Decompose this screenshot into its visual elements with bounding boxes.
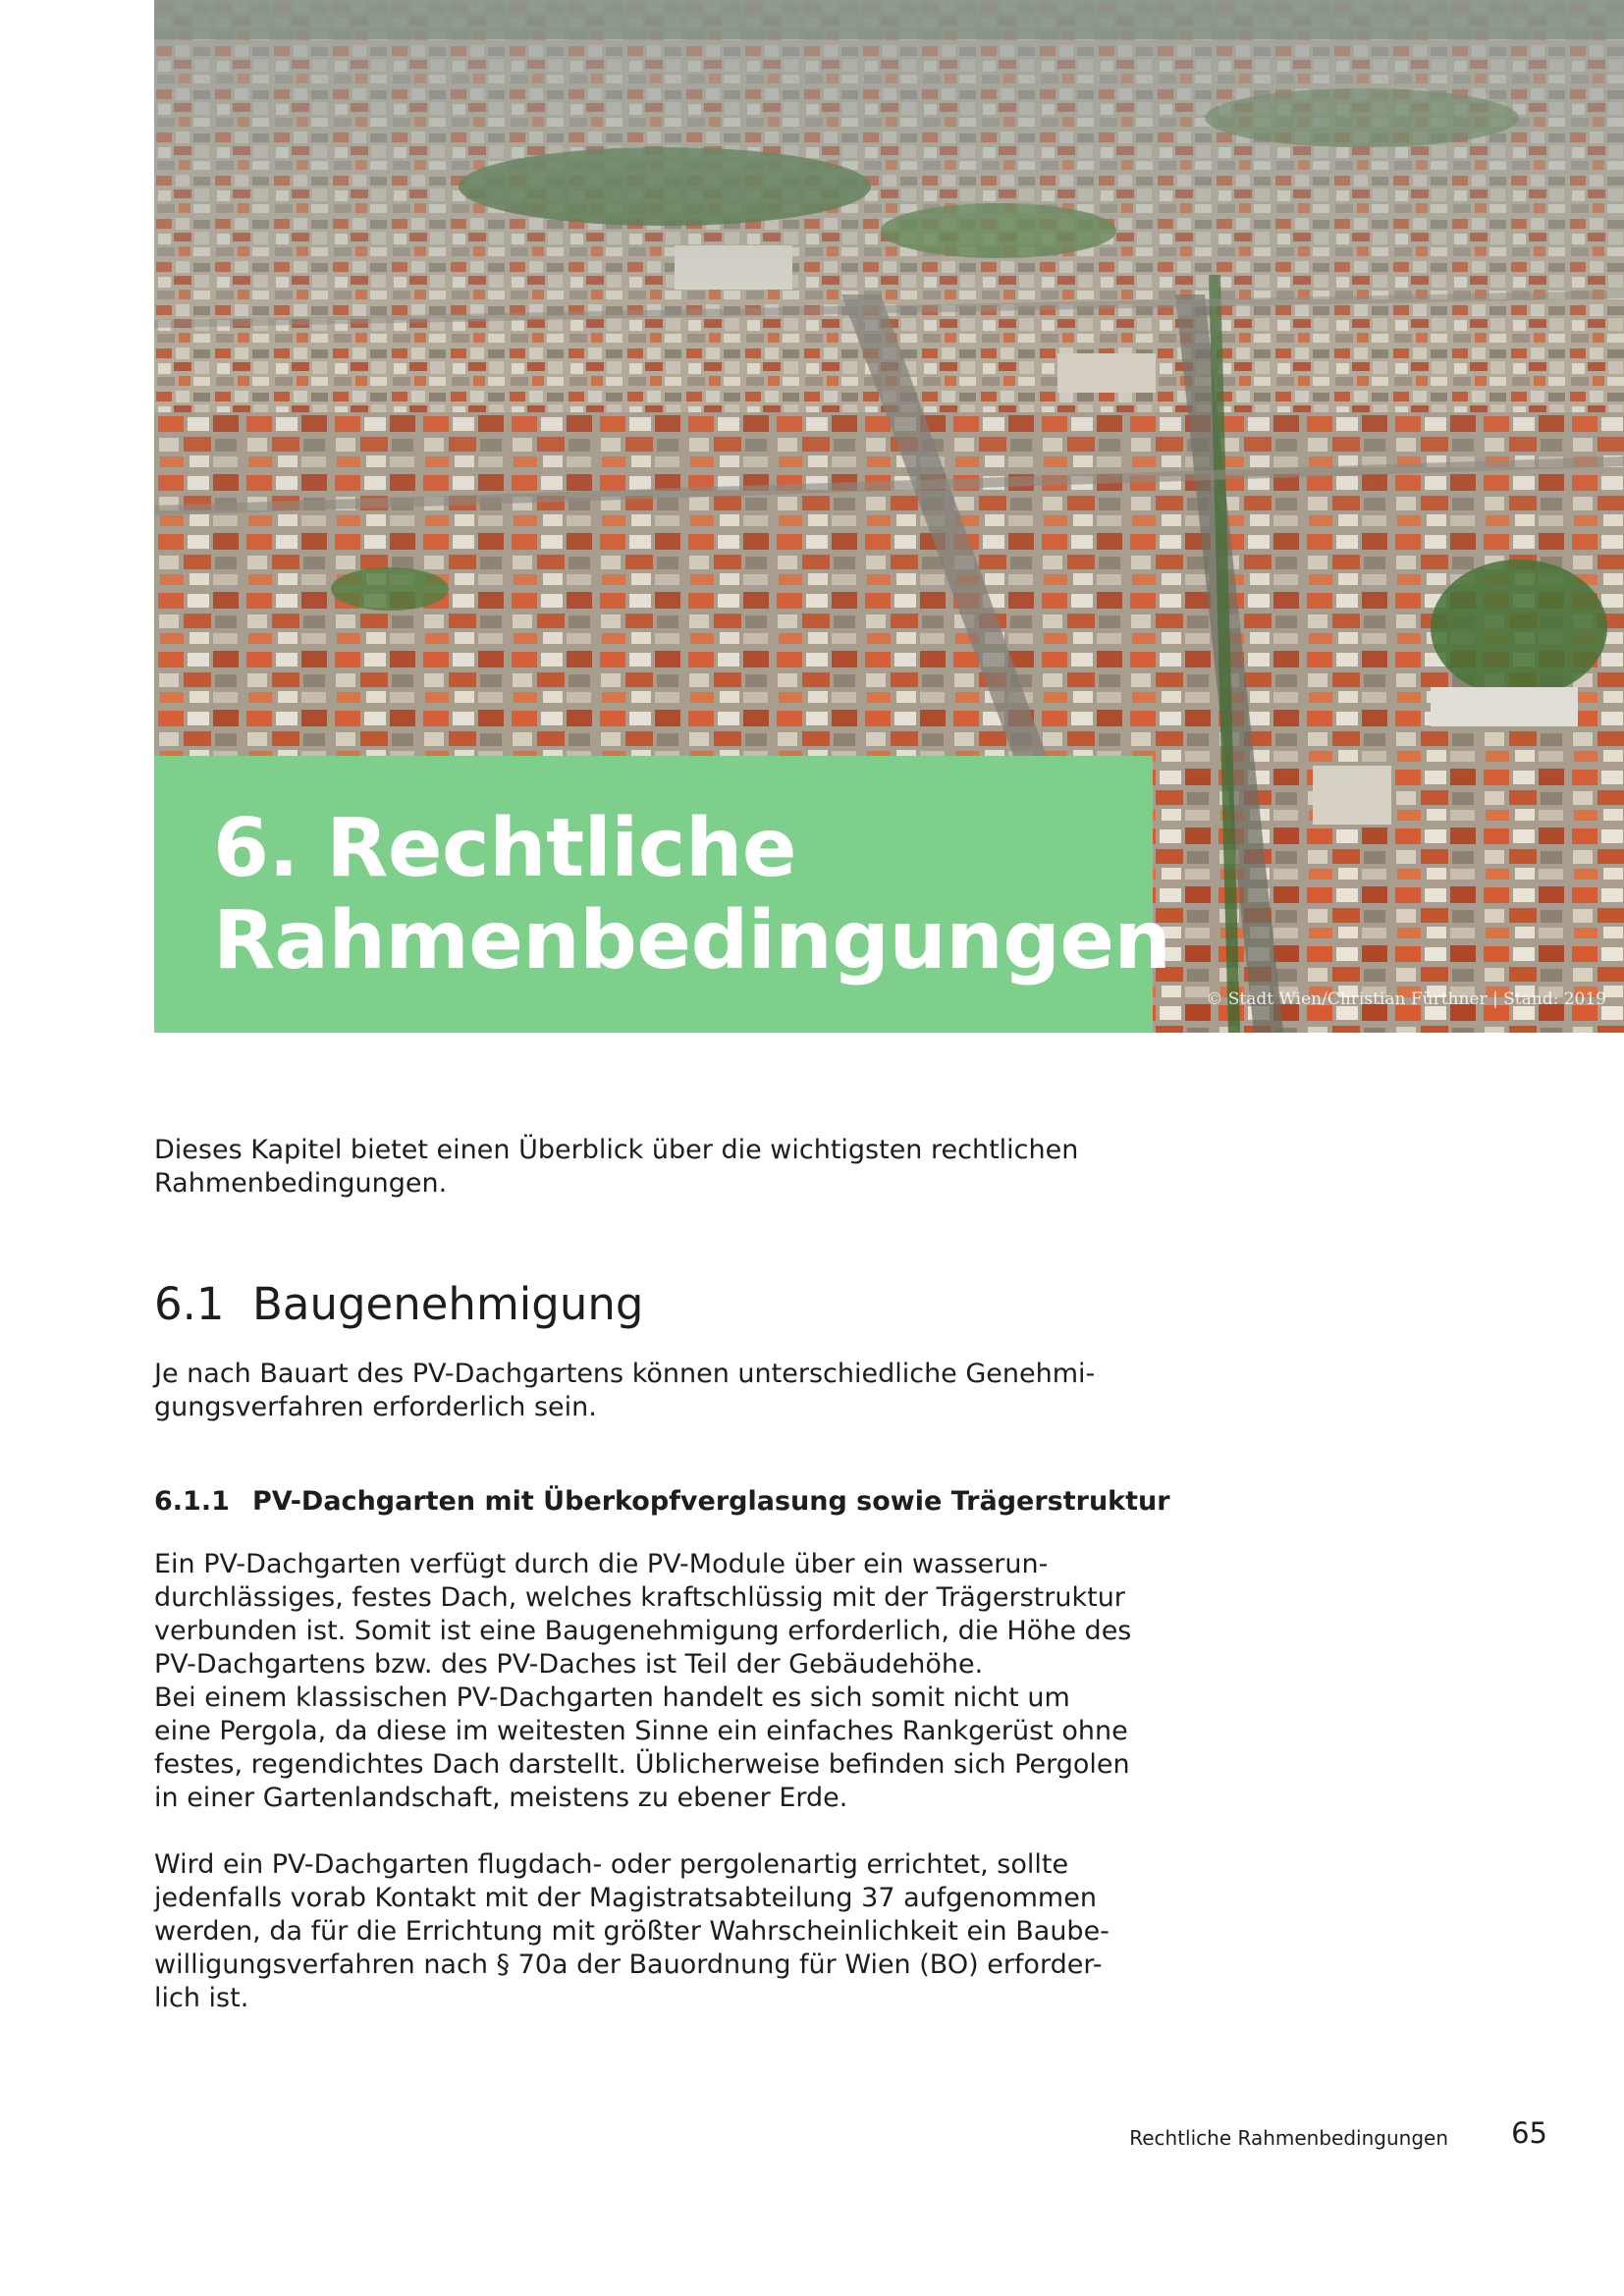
text-line: verbunden ist. Somit ist eine Baugenehmigung erforderlich, die Höhe des [154, 1616, 1132, 1646]
intro-paragraph [154, 1134, 1077, 1201]
text-line: jedenfalls vorab Kontakt mit der Magistratsabteilung 37 aufgenommen [154, 1883, 1097, 1913]
chapter-title [213, 803, 1170, 988]
text-line: festes, regendichtes Dach darstellt. Üblicherweise befinden sich Pergolen [154, 1749, 1130, 1780]
text-line: werden, da für die Errichtung mit größter Wahrscheinlichkeit ein Baube- [154, 1916, 1110, 1947]
photo-credit: © Stadt Wien/Christian Fürthner | Stand: 2019 [1206, 989, 1606, 1009]
footer-running-title: Rechtliche Rahmenbedingungen [1129, 2126, 1448, 2150]
subsection-title: PV-Dachgarten mit Überkopfverglasung sowie Trägerstruktur [252, 1486, 1170, 1517]
section-title: Baugenehmigung [252, 1278, 644, 1330]
section-number: 6.1 [154, 1278, 225, 1330]
page-number: 65 [1511, 2116, 1547, 2150]
main-content [154, 1134, 1170, 2015]
subsection-paragraph-1 [154, 1548, 1132, 1815]
chapter-title-line-2: Rahmenbedingungen [213, 894, 1171, 988]
section-6-1-paragraph [154, 1358, 1096, 1424]
text-line: Je nach Bauart des PV-Dachgartens können unterschiedliche Genehmi- [154, 1359, 1096, 1389]
chapter-title-line-1: 6. Rechtliche [213, 802, 797, 895]
subsection-paragraph-2 [154, 1848, 1110, 2015]
section-heading-6-1 [154, 1277, 1077, 1332]
chapter-title-box [154, 756, 1171, 1033]
text-line: Ein PV-Dachgarten verfügt durch die PV-Module über ein wasserun- [154, 1549, 1049, 1579]
text-line: eine Pergola, da diese im weitesten Sinne ein einfaches Rankgerüst ohne [154, 1716, 1128, 1746]
text-line: Rahmenbedingungen. [154, 1168, 448, 1199]
text-line: lich ist. [154, 1983, 249, 2013]
text-line: willigungsverfahren nach § 70a der Bauordnung für Wien (BO) erforder- [154, 1949, 1103, 1980]
subsection-heading-6-1-1 [154, 1485, 1170, 1519]
text-line: durchlässiges, festes Dach, welches kraftschlüssig mit der Trägerstruktur [154, 1582, 1125, 1613]
text-line: gungsverfahren erforderlich sein. [154, 1392, 597, 1422]
subsection-number: 6.1.1 [154, 1486, 230, 1517]
text-line: Wird ein PV-Dachgarten flugdach- oder pergolenartig errichtet, sollte [154, 1849, 1069, 1880]
text-line: in einer Gartenlandschaft, meistens zu ebener Erde. [154, 1783, 848, 1813]
text-line: PV-Dachgartens bzw. des PV-Daches ist Teil der Gebäudehöhe. [154, 1649, 984, 1680]
text-line: Dieses Kapitel bietet einen Überblick über die wichtigsten rechtlichen [154, 1135, 1079, 1165]
text-line: Bei einem klassischen PV-Dachgarten handelt es sich somit nicht um [154, 1682, 1070, 1713]
